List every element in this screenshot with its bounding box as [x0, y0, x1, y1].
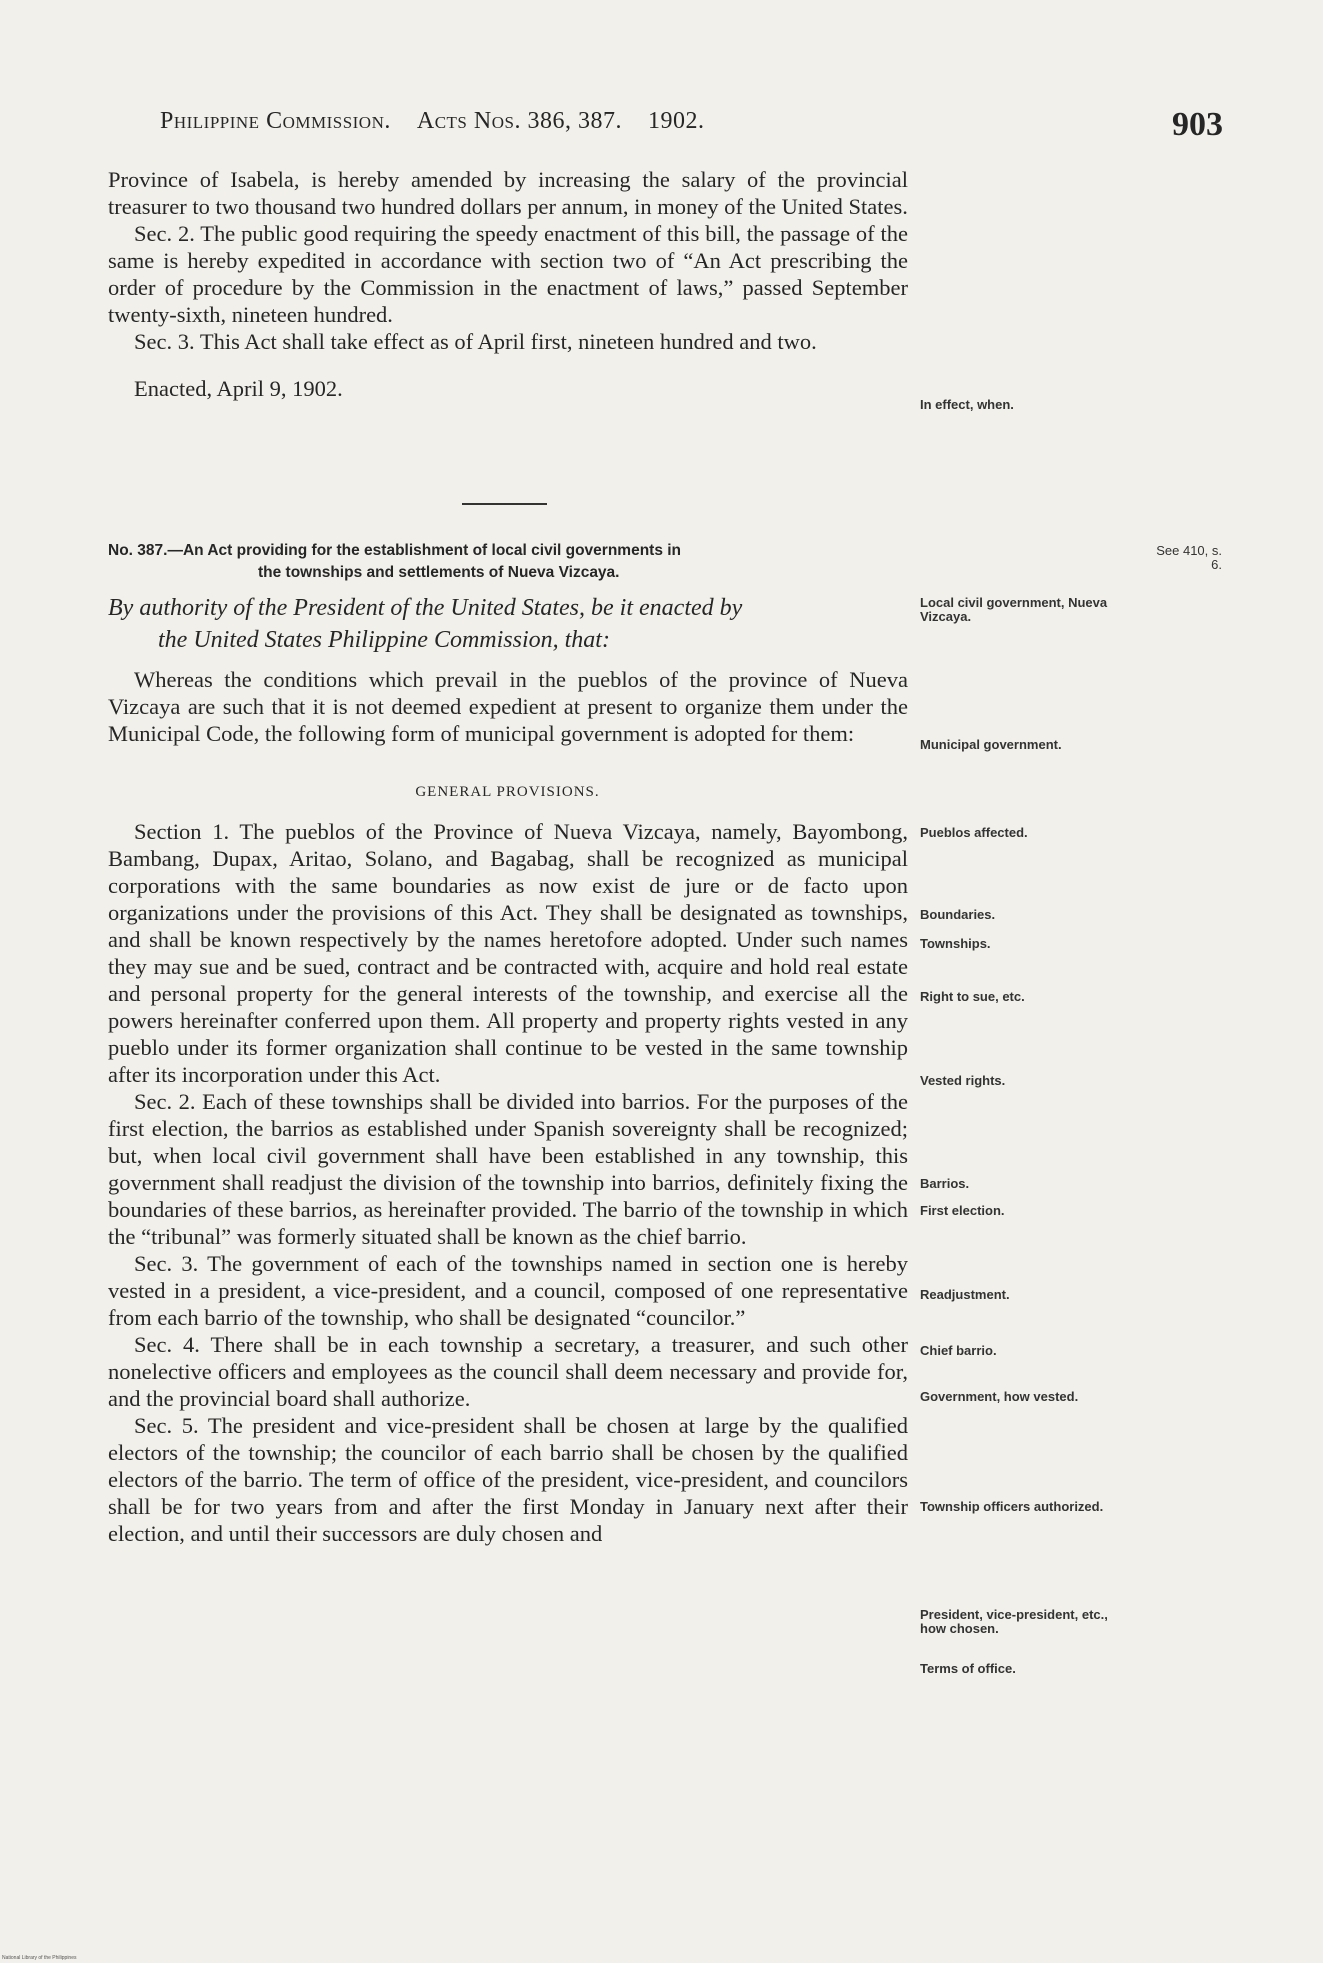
margin-note-municipal-government: Municipal government. [920, 737, 1062, 752]
general-provisions-heading: GENERAL PROVISIONS. [415, 784, 600, 800]
margin-note-barrios: Barrios. [920, 1176, 970, 1191]
margin-note-president-chosen: President, vice-president, etc., how chosen. [920, 1607, 1108, 1636]
page-number: 903 [1172, 106, 1223, 143]
act386-paragraph: Province of Isabela, is hereby amended by increasing the salary of the provincial treasurer to two thousand two hundred dollars per annum, in money of the United States. [108, 167, 908, 219]
act387-heading-line1: No. 387.—An Act providing for the establishment of local civil governments in [108, 542, 682, 559]
margin-note-first-election: First election. [920, 1203, 1005, 1218]
act387-heading [108, 540, 908, 584]
margin-note-chief-barrio: Chief barrio. [920, 1343, 997, 1358]
margin-note-vested-rights: Vested rights. [920, 1073, 1006, 1088]
section-5: Sec. 5. The president and vice-president shall be chosen at large by the qualified electors of the township; the councilor of each barrio shall be chosen by the qualified electors of the barrio. The term of office of the president, vice-president, and councilors shall be for two years from and after the first Monday in January next after their election, and until their successors are duly chosen and [108, 1413, 908, 1546]
margin-note-township-officers: Township officers authorized. [920, 1499, 1104, 1514]
act386-section-3: Sec. 3. This Act shall take effect as of April first, nineteen hundred and two. [134, 329, 817, 354]
margin-note-readjustment: Readjustment. [920, 1287, 1010, 1302]
act387-sections [108, 818, 908, 1547]
whereas-paragraph: Whereas the conditions which prevail in the pueblos of the province of Nueva Vizcaya are such that it is not deemed expedient at present to organize them under the Municipal Code, the following form of municipal government is adopted for them: [108, 667, 908, 746]
margin-note-local-civil-government: Local civil government, Nueva Vizcaya. [920, 595, 1108, 624]
running-head-year: 1902. [647, 108, 705, 134]
margin-note-townships: Townships. [920, 936, 991, 951]
library-stamp: National Library of the Philippines [2, 1955, 77, 1961]
section-4: Sec. 4. There shall be in each township a secretary, a treasurer, and such other nonelective officers and employees as the council shall deem necessary and provide for, and the provincial board shall authorize. [108, 1332, 908, 1411]
margin-note-right-to-sue: Right to sue, etc. [920, 989, 1025, 1004]
act386-text [108, 166, 908, 402]
act387-heading-line2: the townships and settlements of Nueva Vizcaya. [258, 564, 620, 581]
section-3: Sec. 3. The government of each of the townships named in section one is hereby vested in a president, a vice-president, and a council, composed of one representative from each barrio of the township, who shall be designated “councilor.” [108, 1251, 908, 1330]
act386-section-2: Sec. 2. The public good requiring the speedy enactment of this bill, the passage of the same is hereby expedited in accordance with section two of “An Act prescribing the order of procedure by the Commission in the enactment of laws,” passed September twenty-sixth, nineteen hundred. [108, 221, 908, 327]
margin-note-terms-of-office: Terms of office. [920, 1661, 1016, 1676]
margin-note-boundaries: Boundaries. [920, 907, 996, 922]
margin-note-pueblos-affected: Pueblos affected. [920, 825, 1028, 840]
margin-note-in-effect: In effect, when. [920, 397, 1014, 412]
section-divider [462, 503, 547, 505]
section-2: Sec. 2. Each of these townships shall be divided into barrios. For the purposes of the first election, the barrios as established under Spanish sovereignty shall be recognized; but, when local civil government shall have been established in any township, this government shall readjust the division of the township into barrios, definitely fixing the boundaries of these barrios, as hereinafter provided. The barrio of the township in which the “tribunal” was formerly situated shall be known as the chief barrio. [108, 1089, 908, 1249]
margin-note-government-vested: Government, how vested. [920, 1389, 1079, 1404]
running-head-acts: Acts Nos. 386, 387. [416, 108, 622, 134]
enacting-clause-line2: the United States Philippine Commission, that: [158, 627, 610, 653]
act386-enacted: Enacted, April 9, 1902. [134, 376, 343, 401]
enacting-clause [108, 592, 908, 656]
running-head-commission: Philippine Commission. [160, 108, 391, 134]
running-head [160, 108, 704, 135]
enacting-clause-line1: By authority of the President of the United States, be it enacted by [108, 595, 743, 621]
margin-note-see-reference: See 410, s. 6. [1156, 543, 1222, 572]
section-1: Section 1. The pueblos of the Province of Nueva Vizcaya, namely, Bayombong, Bambang, Dupax, Aritao, Solano, and Bagabag, shall be recognized as municipal corporations with the same boundaries as now exist de jure or de facto upon organizations under the provisions of this Act. They shall be designated as townships, and shall be known respectively by the names heretofore adopted. Under such names they may sue and be sued, contract and be contracted with, acquire and hold real estate and personal property for the general interests of the township, and exercise all the powers hereinafter conferred upon them. All property and property rights vested in any pueblo under its former organization shall continue to be vested in the same township after its incorporation under this Act. [108, 819, 908, 1087]
whereas-paragraph-block [108, 666, 908, 747]
